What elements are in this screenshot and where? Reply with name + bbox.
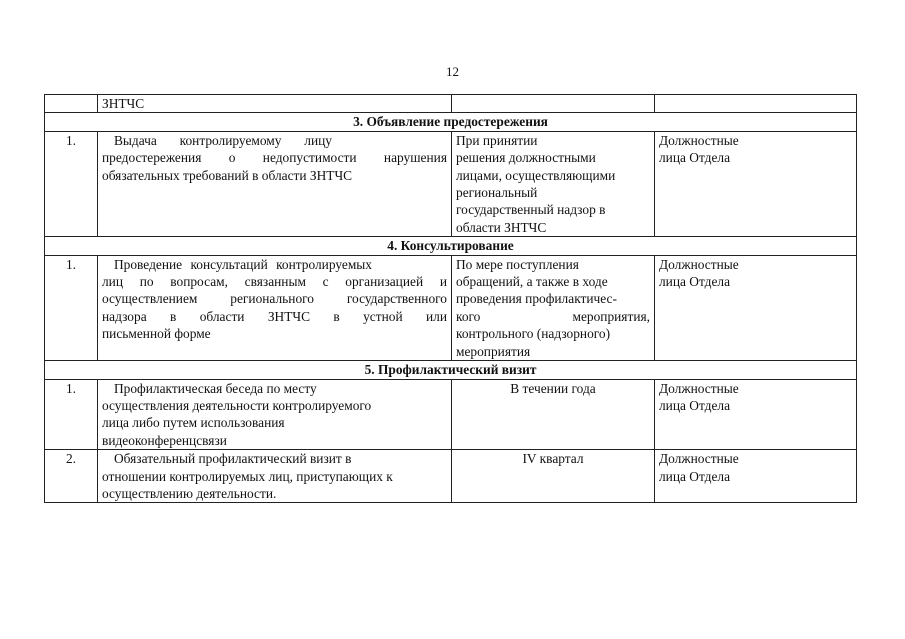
responsible-line: лица Отдела — [659, 468, 731, 484]
schedule-line: В течении года — [510, 380, 596, 396]
event-line: надзора в области ЗНТЧС в устной или — [102, 308, 447, 324]
responsible-line: лица Отдела — [659, 397, 731, 413]
section-header-row — [45, 113, 857, 131]
schedule-line: региональный — [456, 185, 538, 201]
event-line: видеоконференцсвязи — [102, 432, 227, 448]
responsible-line: Должностные — [659, 256, 739, 272]
event-line: осуществления деятельности контролируемого — [102, 397, 372, 413]
schedule-line: мероприятия — [456, 343, 531, 359]
row-number: 2. — [45, 450, 98, 503]
schedule-line: области ЗНТЧС — [456, 219, 547, 235]
table-row-continued — [45, 95, 857, 113]
event-line: Проведение консультаций контролируемых — [114, 256, 372, 272]
event-cell — [98, 131, 452, 236]
row-number: 1. — [45, 255, 98, 360]
section-header-row — [45, 237, 857, 255]
event-cell — [98, 450, 452, 503]
responsible-line: Должностные — [659, 451, 739, 467]
event-line: письменной форме — [102, 326, 211, 342]
schedule-line: контрольного (надзорного) — [456, 326, 611, 342]
schedule-line: проведения профилактичес- — [456, 291, 617, 307]
schedule-line: государственный надзор в — [456, 202, 606, 218]
section-title-visit: 5. Профилактический визит — [45, 361, 857, 379]
event-line: лица либо путем использования — [102, 415, 285, 431]
section-title-consulting: 4. Консультирование — [45, 237, 857, 255]
section-header-row — [45, 361, 857, 379]
schedule-line: решения должностными — [456, 150, 596, 166]
section-title-warning: 3. Объявление предостережения — [45, 113, 857, 131]
page-number: 12 — [446, 64, 459, 79]
event-line: осуществлением регионального государственного — [102, 291, 447, 307]
responsible-cell — [655, 255, 857, 360]
schedule-cell — [452, 131, 655, 236]
prevention-plan-table — [44, 94, 857, 503]
schedule-line: лицами, осуществляющими — [456, 167, 616, 183]
responsible-cell — [655, 131, 857, 236]
event-cell — [98, 379, 452, 450]
schedule-line: IV квартал — [522, 451, 584, 467]
event-cell: ЗНТЧС — [98, 95, 452, 113]
event-line: предостережения о недопустимости нарушения — [102, 150, 447, 166]
schedule-line: кого мероприятия, — [456, 308, 650, 324]
schedule-line: По мере поступления — [456, 256, 579, 272]
event-line: лиц по вопросам, связанным с организацией и — [102, 274, 447, 290]
schedule-cell — [452, 95, 655, 113]
schedule-cell — [452, 379, 655, 450]
event-line: Выдача контролируемому лицу — [114, 132, 332, 148]
responsible-cell — [655, 379, 857, 450]
schedule-cell — [452, 255, 655, 360]
table-row — [45, 379, 857, 450]
event-line: обязательных требований в области ЗНТЧС — [102, 167, 353, 183]
event-line: Обязательный профилактический визит в — [114, 451, 352, 467]
responsible-line: Должностные — [659, 132, 739, 148]
responsible-line: лица Отдела — [659, 150, 731, 166]
responsible-line: Должностные — [659, 380, 739, 396]
schedule-line: При принятии — [456, 132, 538, 148]
event-cell — [98, 255, 452, 360]
row-number: 1. — [45, 379, 98, 450]
event-line: осуществлению деятельности. — [102, 485, 277, 501]
event-line: Профилактическая беседа по месту — [114, 380, 317, 396]
schedule-line: обращений, а также в ходе — [456, 274, 608, 290]
responsible-cell — [655, 95, 857, 113]
table-row — [45, 450, 857, 503]
row-number: 1. — [45, 131, 98, 236]
table-row — [45, 131, 857, 236]
event-line: отношении контролируемых лиц, приступающих к — [102, 468, 393, 484]
responsible-line: лица Отдела — [659, 274, 731, 290]
table-row — [45, 255, 857, 360]
schedule-cell — [452, 450, 655, 503]
responsible-cell — [655, 450, 857, 503]
num-cell — [45, 95, 98, 113]
